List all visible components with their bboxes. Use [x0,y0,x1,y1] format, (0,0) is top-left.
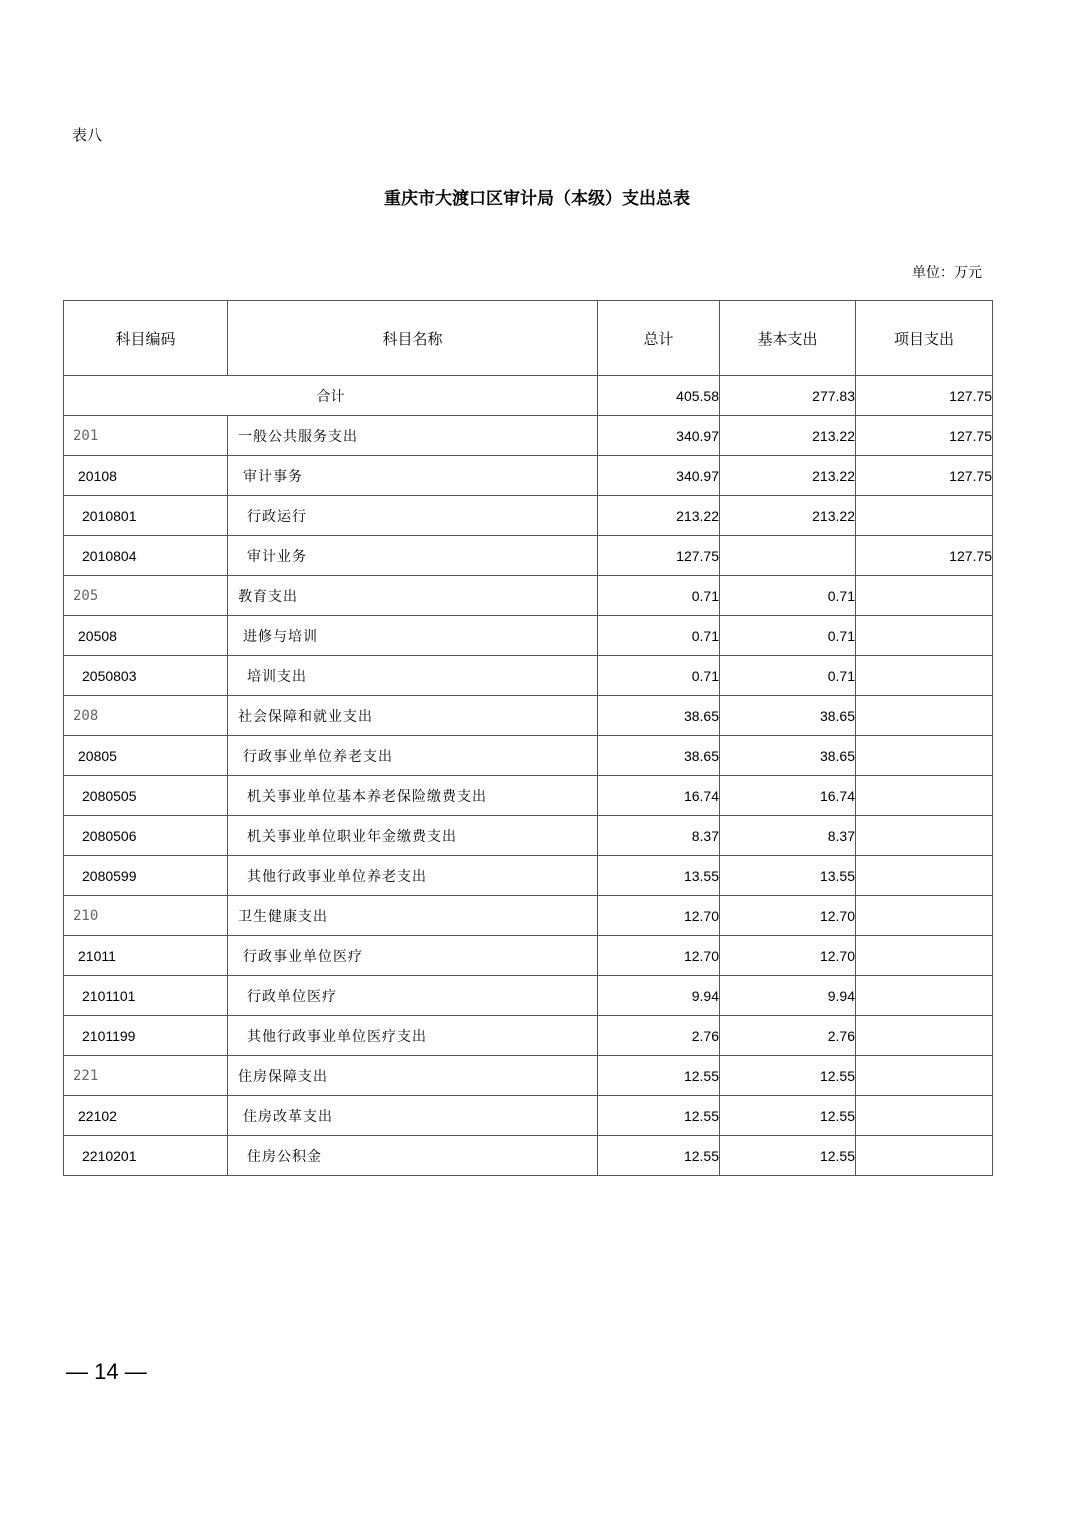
row-project [856,696,993,736]
row-name: 住房保障支出 [228,1056,598,1096]
table-header-row [64,301,993,376]
row-basic: 12.70 [720,936,856,976]
row-name: 行政运行 [228,496,598,536]
row-project [856,1016,993,1056]
table-row [64,1016,993,1056]
row-project: 127.75 [856,536,993,576]
row-name: 住房公积金 [228,1136,598,1176]
row-total: 0.71 [598,616,720,656]
row-basic: 2.76 [720,1016,856,1056]
row-code: 205 [64,576,228,616]
row-total: 213.22 [598,496,720,536]
row-project [856,1056,993,1096]
row-total: 0.71 [598,656,720,696]
row-project [856,616,993,656]
row-project [856,976,993,1016]
row-total: 12.55 [598,1096,720,1136]
row-basic: 213.22 [720,416,856,456]
row-basic: 12.70 [720,896,856,936]
table-row [64,696,993,736]
header-name: 科目名称 [228,301,598,376]
row-project [856,1096,993,1136]
row-name: 其他行政事业单位养老支出 [228,856,598,896]
row-total: 38.65 [598,696,720,736]
row-basic: 13.55 [720,856,856,896]
row-project [856,736,993,776]
header-code: 科目编码 [64,301,228,376]
total-basic: 277.83 [720,376,856,416]
table-row [64,936,993,976]
table-row [64,896,993,936]
row-code: 21011 [64,936,228,976]
row-basic: 12.55 [720,1056,856,1096]
table-row [64,736,993,776]
total-row [64,376,993,416]
row-name: 其他行政事业单位医疗支出 [228,1016,598,1056]
row-project [856,576,993,616]
table-row [64,856,993,896]
row-project [856,896,993,936]
table-row [64,576,993,616]
row-name: 培训支出 [228,656,598,696]
row-name: 审计业务 [228,536,598,576]
row-total: 12.70 [598,936,720,976]
table-row [64,976,993,1016]
row-total: 12.55 [598,1136,720,1176]
row-total: 13.55 [598,856,720,896]
row-name: 住房改革支出 [228,1096,598,1136]
row-code: 2101101 [64,976,228,1016]
row-total: 8.37 [598,816,720,856]
row-code: 20805 [64,736,228,776]
row-basic: 38.65 [720,696,856,736]
row-basic: 12.55 [720,1096,856,1136]
header-project: 项目支出 [856,301,993,376]
row-basic: 9.94 [720,976,856,1016]
row-code: 221 [64,1056,228,1096]
page-number: — 14 — [66,1359,147,1384]
table-row [64,656,993,696]
header-basic: 基本支出 [720,301,856,376]
header-total: 总计 [598,301,720,376]
row-code: 2080599 [64,856,228,896]
row-basic: 213.22 [720,496,856,536]
row-total: 9.94 [598,976,720,1016]
row-code: 2080506 [64,816,228,856]
row-name: 进修与培训 [228,616,598,656]
row-basic [720,536,856,576]
row-total: 0.71 [598,576,720,616]
row-basic: 12.55 [720,1136,856,1176]
row-project [856,856,993,896]
row-basic: 213.22 [720,456,856,496]
row-total: 127.75 [598,536,720,576]
table-row [64,456,993,496]
row-project [856,936,993,976]
row-project: 127.75 [856,456,993,496]
row-code: 2080505 [64,776,228,816]
table-row [64,616,993,656]
row-name: 行政事业单位养老支出 [228,736,598,776]
table-row [64,416,993,456]
row-basic: 8.37 [720,816,856,856]
row-basic: 0.71 [720,656,856,696]
row-name: 机关事业单位基本养老保险缴费支出 [228,776,598,816]
row-total: 16.74 [598,776,720,816]
row-project [856,496,993,536]
row-total: 2.76 [598,1016,720,1056]
page-title: 重庆市大渡口区审计局（本级）支出总表 [384,189,690,209]
row-code: 22102 [64,1096,228,1136]
row-name: 机关事业单位职业年金缴费支出 [228,816,598,856]
row-code: 2210201 [64,1136,228,1176]
row-name: 行政事业单位医疗 [228,936,598,976]
row-name: 一般公共服务支出 [228,416,598,456]
row-project [856,656,993,696]
row-project [856,776,993,816]
table-row [64,496,993,536]
table-row [64,1056,993,1096]
row-code: 2010804 [64,536,228,576]
row-name: 卫生健康支出 [228,896,598,936]
row-basic: 38.65 [720,736,856,776]
row-name: 行政单位医疗 [228,976,598,1016]
total-total: 405.58 [598,376,720,416]
row-basic: 16.74 [720,776,856,816]
table-row [64,1096,993,1136]
row-code: 210 [64,896,228,936]
row-name: 社会保障和就业支出 [228,696,598,736]
unit-label: 单位：万元 [912,265,982,281]
row-project [856,816,993,856]
table-row [64,536,993,576]
row-project [856,1136,993,1176]
row-total: 340.97 [598,456,720,496]
table-row [64,776,993,816]
table-row [64,816,993,856]
row-name: 教育支出 [228,576,598,616]
row-code: 20508 [64,616,228,656]
total-label: 合计 [64,376,598,416]
row-total: 340.97 [598,416,720,456]
row-code: 201 [64,416,228,456]
row-total: 12.70 [598,896,720,936]
row-basic: 0.71 [720,576,856,616]
row-code: 2010801 [64,496,228,536]
row-code: 2101199 [64,1016,228,1056]
expenditure-table [63,300,993,1176]
row-basic: 0.71 [720,616,856,656]
row-project: 127.75 [856,416,993,456]
row-total: 38.65 [598,736,720,776]
row-total: 12.55 [598,1056,720,1096]
row-code: 208 [64,696,228,736]
table-label: 表八 [72,126,103,144]
row-code: 20108 [64,456,228,496]
total-project: 127.75 [856,376,993,416]
row-code: 2050803 [64,656,228,696]
row-name: 审计事务 [228,456,598,496]
table-row [64,1136,993,1176]
